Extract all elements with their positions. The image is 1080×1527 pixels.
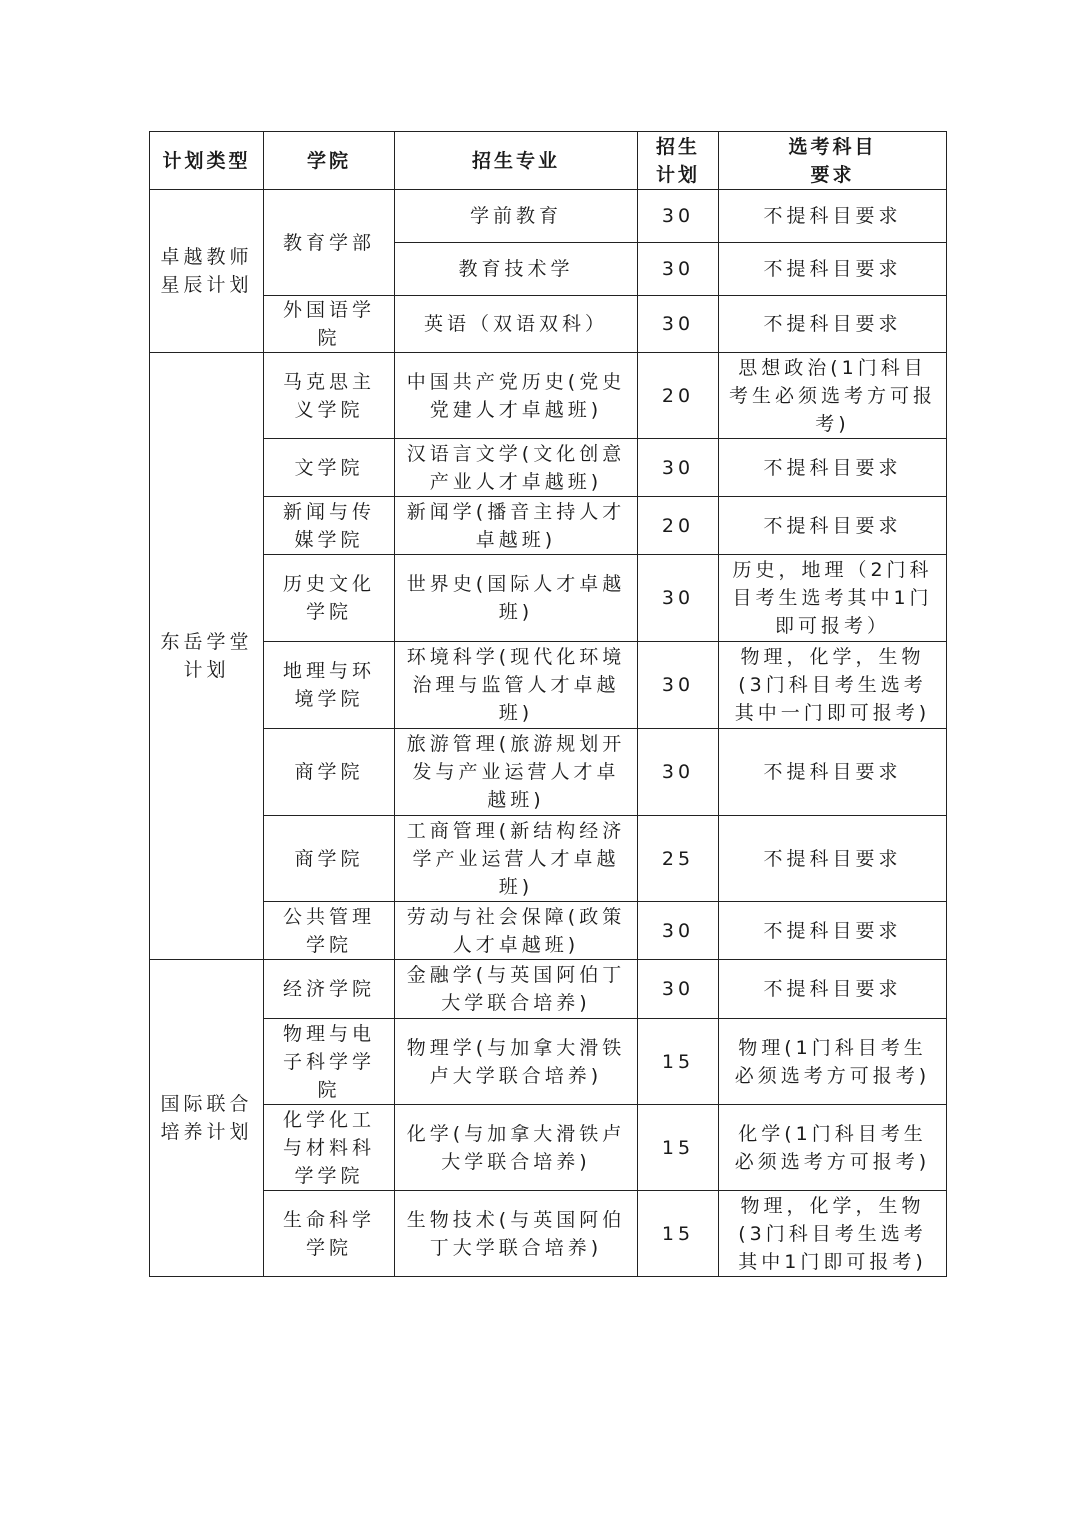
requirement-cell: 化学(1门科目考生必须选考方可报考) <box>719 1105 947 1191</box>
major-cell: 汉语言文学(文化创意产业人才卓越班) <box>395 439 638 497</box>
major-cell: 世界史(国际人才卓越班) <box>395 555 638 642</box>
quota-cell: 30 <box>638 296 719 353</box>
requirement-cell: 历史，地理（2门科目考生选考其中1门即可报考） <box>719 555 947 642</box>
college-cell: 文学院 <box>264 439 395 497</box>
major-cell: 生物技术(与英国阿伯丁大学联合培养) <box>395 1191 638 1277</box>
college-cell: 历史文化学院 <box>264 555 395 642</box>
header-major: 招生专业 <box>395 132 638 190</box>
table-row <box>150 353 947 439</box>
quota-cell: 15 <box>638 1019 719 1105</box>
quota-cell: 30 <box>638 960 719 1019</box>
college-cell: 新闻与传媒学院 <box>264 497 395 555</box>
college-cell: 化学化工与材料科学学院 <box>264 1105 395 1191</box>
quota-cell: 15 <box>638 1105 719 1191</box>
quota-cell: 25 <box>638 816 719 902</box>
quota-cell: 30 <box>638 729 719 816</box>
requirement-cell: 思想政治(1门科目考生必须选考方可报考) <box>719 353 947 439</box>
major-cell: 教育技术学 <box>395 243 638 296</box>
major-cell: 环境科学(现代化环境治理与监管人才卓越班) <box>395 642 638 729</box>
quota-cell: 30 <box>638 190 719 243</box>
table-row <box>150 1191 947 1277</box>
table-row <box>150 555 947 642</box>
table-row <box>150 960 947 1019</box>
college-cell: 马克思主义学院 <box>264 353 395 439</box>
quota-cell: 30 <box>638 555 719 642</box>
header-plan-type: 计划类型 <box>150 132 264 190</box>
college-cell: 商学院 <box>264 729 395 816</box>
college-cell: 地理与环境学院 <box>264 642 395 729</box>
requirement-cell: 不提科目要求 <box>719 439 947 497</box>
enrollment-plan-table <box>149 131 947 1277</box>
major-cell: 化学(与加拿大滑铁卢大学联合培养) <box>395 1105 638 1191</box>
header-row <box>150 132 947 190</box>
quota-cell: 30 <box>638 439 719 497</box>
plan-type-cell: 卓越教师星辰计划 <box>150 190 264 353</box>
table-row <box>150 1019 947 1105</box>
requirement-cell: 不提科目要求 <box>719 296 947 353</box>
major-cell: 金融学(与英国阿伯丁大学联合培养) <box>395 960 638 1019</box>
major-cell: 新闻学(播音主持人才卓越班) <box>395 497 638 555</box>
major-cell: 中国共产党历史(党史党建人才卓越班) <box>395 353 638 439</box>
college-cell: 公共管理学院 <box>264 902 395 960</box>
table-row <box>150 902 947 960</box>
college-cell: 教育学部 <box>264 190 395 296</box>
table-row <box>150 190 947 243</box>
requirement-cell: 不提科目要求 <box>719 190 947 243</box>
table-row <box>150 296 947 353</box>
table-row <box>150 1105 947 1191</box>
requirement-cell: 物理(1门科目考生必须选考方可报考) <box>719 1019 947 1105</box>
table-row <box>150 497 947 555</box>
quota-cell: 20 <box>638 497 719 555</box>
table-row <box>150 816 947 902</box>
college-cell: 生命科学学院 <box>264 1191 395 1277</box>
table-row <box>150 729 947 816</box>
college-cell: 外国语学院 <box>264 296 395 353</box>
header-college: 学院 <box>264 132 395 190</box>
college-cell: 物理与电子科学学院 <box>264 1019 395 1105</box>
header-quota: 招生计划 <box>638 132 719 190</box>
quota-cell: 15 <box>638 1191 719 1277</box>
major-cell: 工商管理(新结构经济学产业运营人才卓越班) <box>395 816 638 902</box>
requirement-cell: 不提科目要求 <box>719 729 947 816</box>
major-cell: 物理学(与加拿大滑铁卢大学联合培养) <box>395 1019 638 1105</box>
major-cell: 旅游管理(旅游规划开发与产业运营人才卓越班) <box>395 729 638 816</box>
quota-cell: 30 <box>638 243 719 296</box>
major-cell: 劳动与社会保障(政策人才卓越班) <box>395 902 638 960</box>
requirement-cell: 物理，化学，生物(3门科目考生选考其中一门即可报考) <box>719 642 947 729</box>
requirement-cell: 不提科目要求 <box>719 243 947 296</box>
requirement-cell: 不提科目要求 <box>719 497 947 555</box>
table-row <box>150 642 947 729</box>
requirement-cell: 不提科目要求 <box>719 816 947 902</box>
plan-type-cell: 东岳学堂计划 <box>150 353 264 960</box>
college-cell: 商学院 <box>264 816 395 902</box>
plan-type-cell: 国际联合培养计划 <box>150 960 264 1277</box>
requirement-cell: 不提科目要求 <box>719 902 947 960</box>
quota-cell: 30 <box>638 642 719 729</box>
requirement-cell: 物理，化学，生物(3门科目考生选考其中1门即可报考) <box>719 1191 947 1277</box>
quota-cell: 20 <box>638 353 719 439</box>
major-cell: 英语（双语双科） <box>395 296 638 353</box>
requirement-cell: 不提科目要求 <box>719 960 947 1019</box>
table-row <box>150 439 947 497</box>
college-cell: 经济学院 <box>264 960 395 1019</box>
major-cell: 学前教育 <box>395 190 638 243</box>
quota-cell: 30 <box>638 902 719 960</box>
header-subjects: 选考科目要求 <box>719 132 947 190</box>
